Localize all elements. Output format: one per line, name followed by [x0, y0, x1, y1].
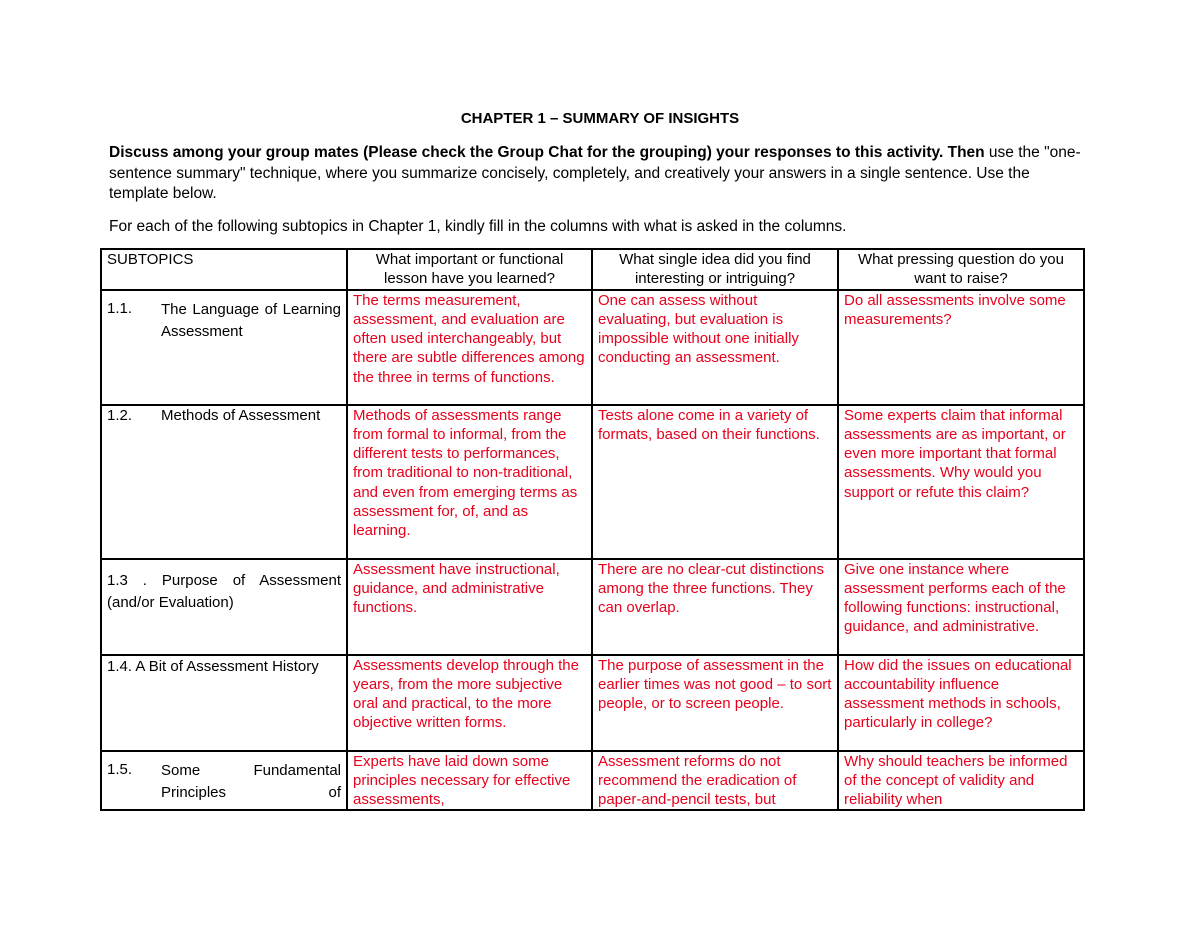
subtopic-number: 1.1.: [107, 299, 133, 317]
question-cell: Some experts claim that informal assessments are as important, or even more important that formal assessments. Why would you support or refute this claim?: [838, 405, 1084, 559]
table-header-row: [101, 249, 1084, 290]
idea-cell: Assessment reforms do not recommend the eradication of paper-and-pencil tests, but: [592, 751, 838, 811]
subtopic-cell: [101, 751, 347, 811]
subtopic-cell: [101, 405, 347, 559]
idea-cell: One can assess without evaluating, but evaluation is impossible without one initially conducting an assessment.: [592, 290, 838, 405]
subtopic-title: [107, 570, 341, 614]
instruction-paragraph: For each of the following subtopics in Chapter 1, kindly fill in the columns with what is asked in the columns.: [109, 218, 847, 235]
lesson-cell: Methods of assessments range from formal to informal, from the different tests to performances, from traditional to non-traditional, and even from emerging terms as assessment for, of, and as learning.: [347, 405, 592, 559]
table-row: [101, 405, 1084, 559]
lesson-cell: Assessment have instructional, guidance, and administrative functions.: [347, 559, 592, 655]
header-question: What pressing question do you want to raise?: [838, 249, 1084, 290]
table-row: [101, 655, 1084, 751]
subtopic-number: 1.3 .: [107, 571, 147, 589]
question-cell: Give one instance where assessment performs each of the following functions: instructional, guidance, and administrative.: [838, 559, 1084, 655]
table-row: [101, 290, 1084, 405]
subtopic-title: The Language of Learning Assessment: [161, 300, 341, 340]
idea-cell: The purpose of assessment in the earlier times was not good – to sort people, or to screen people.: [592, 655, 838, 751]
question-cell: How did the issues on educational accountability influence assessment methods in schools, particularly in college?: [838, 655, 1084, 751]
idea-cell: Tests alone come in a variety of formats, based on their functions.: [592, 405, 838, 559]
table-row: [101, 751, 1084, 811]
header-idea: What single idea did you find interesting or intriguing?: [592, 249, 838, 290]
lesson-cell: The terms measurement, assessment, and evaluation are often used interchangeably, but there are subtle differences among the three in terms of functions.: [347, 290, 592, 405]
header-lesson: What important or functional lesson have you learned?: [347, 249, 592, 290]
page-title: CHAPTER 1 – SUMMARY OF INSIGHTS: [460, 110, 740, 127]
table-row: [101, 559, 1084, 655]
summary-table: [100, 248, 1085, 811]
subtopic-cell: [101, 559, 347, 655]
question-cell: Why should teachers be informed of the concept of validity and reliability when: [838, 751, 1084, 811]
idea-cell: There are no clear-cut distinctions among the three functions. They can overlap.: [592, 559, 838, 655]
lesson-cell: Assessments develop through the years, from the more subjective oral and practical, to the more objective written forms.: [347, 655, 592, 751]
header-subtopics: SUBTOPICS: [101, 249, 347, 290]
subtopic-number: 1.5.: [107, 760, 133, 778]
intro-rest-text: use the "one-sentence summary" technique, where you summarize concisely, completely, and creatively your answers in a single sentence. Use the template below.: [109, 144, 1081, 202]
question-cell: Do all assessments involve some measurements?: [838, 290, 1084, 405]
subtopic-cell: [101, 655, 347, 751]
subtopic-number: 1.2.: [107, 406, 133, 424]
subtopic-title: A Bit of Assessment History: [135, 657, 319, 675]
subtopic-title: Some Fundamental Principles of: [161, 761, 341, 801]
intro-bold-text: Discuss among your group mates (Please check the Group Chat for the grouping) your responses to this activity. Then: [109, 144, 985, 161]
lesson-cell: Experts have laid down some principles necessary for effective assessments,: [347, 751, 592, 811]
intro-paragraph: [109, 143, 1089, 205]
subtopic-title: Methods of Assessment: [161, 406, 321, 424]
subtopic-cell: [101, 290, 347, 405]
subtopic-text: Purpose of Assessment (and/or Evaluation): [107, 571, 341, 611]
subtopic-number: 1.4.: [107, 657, 133, 675]
